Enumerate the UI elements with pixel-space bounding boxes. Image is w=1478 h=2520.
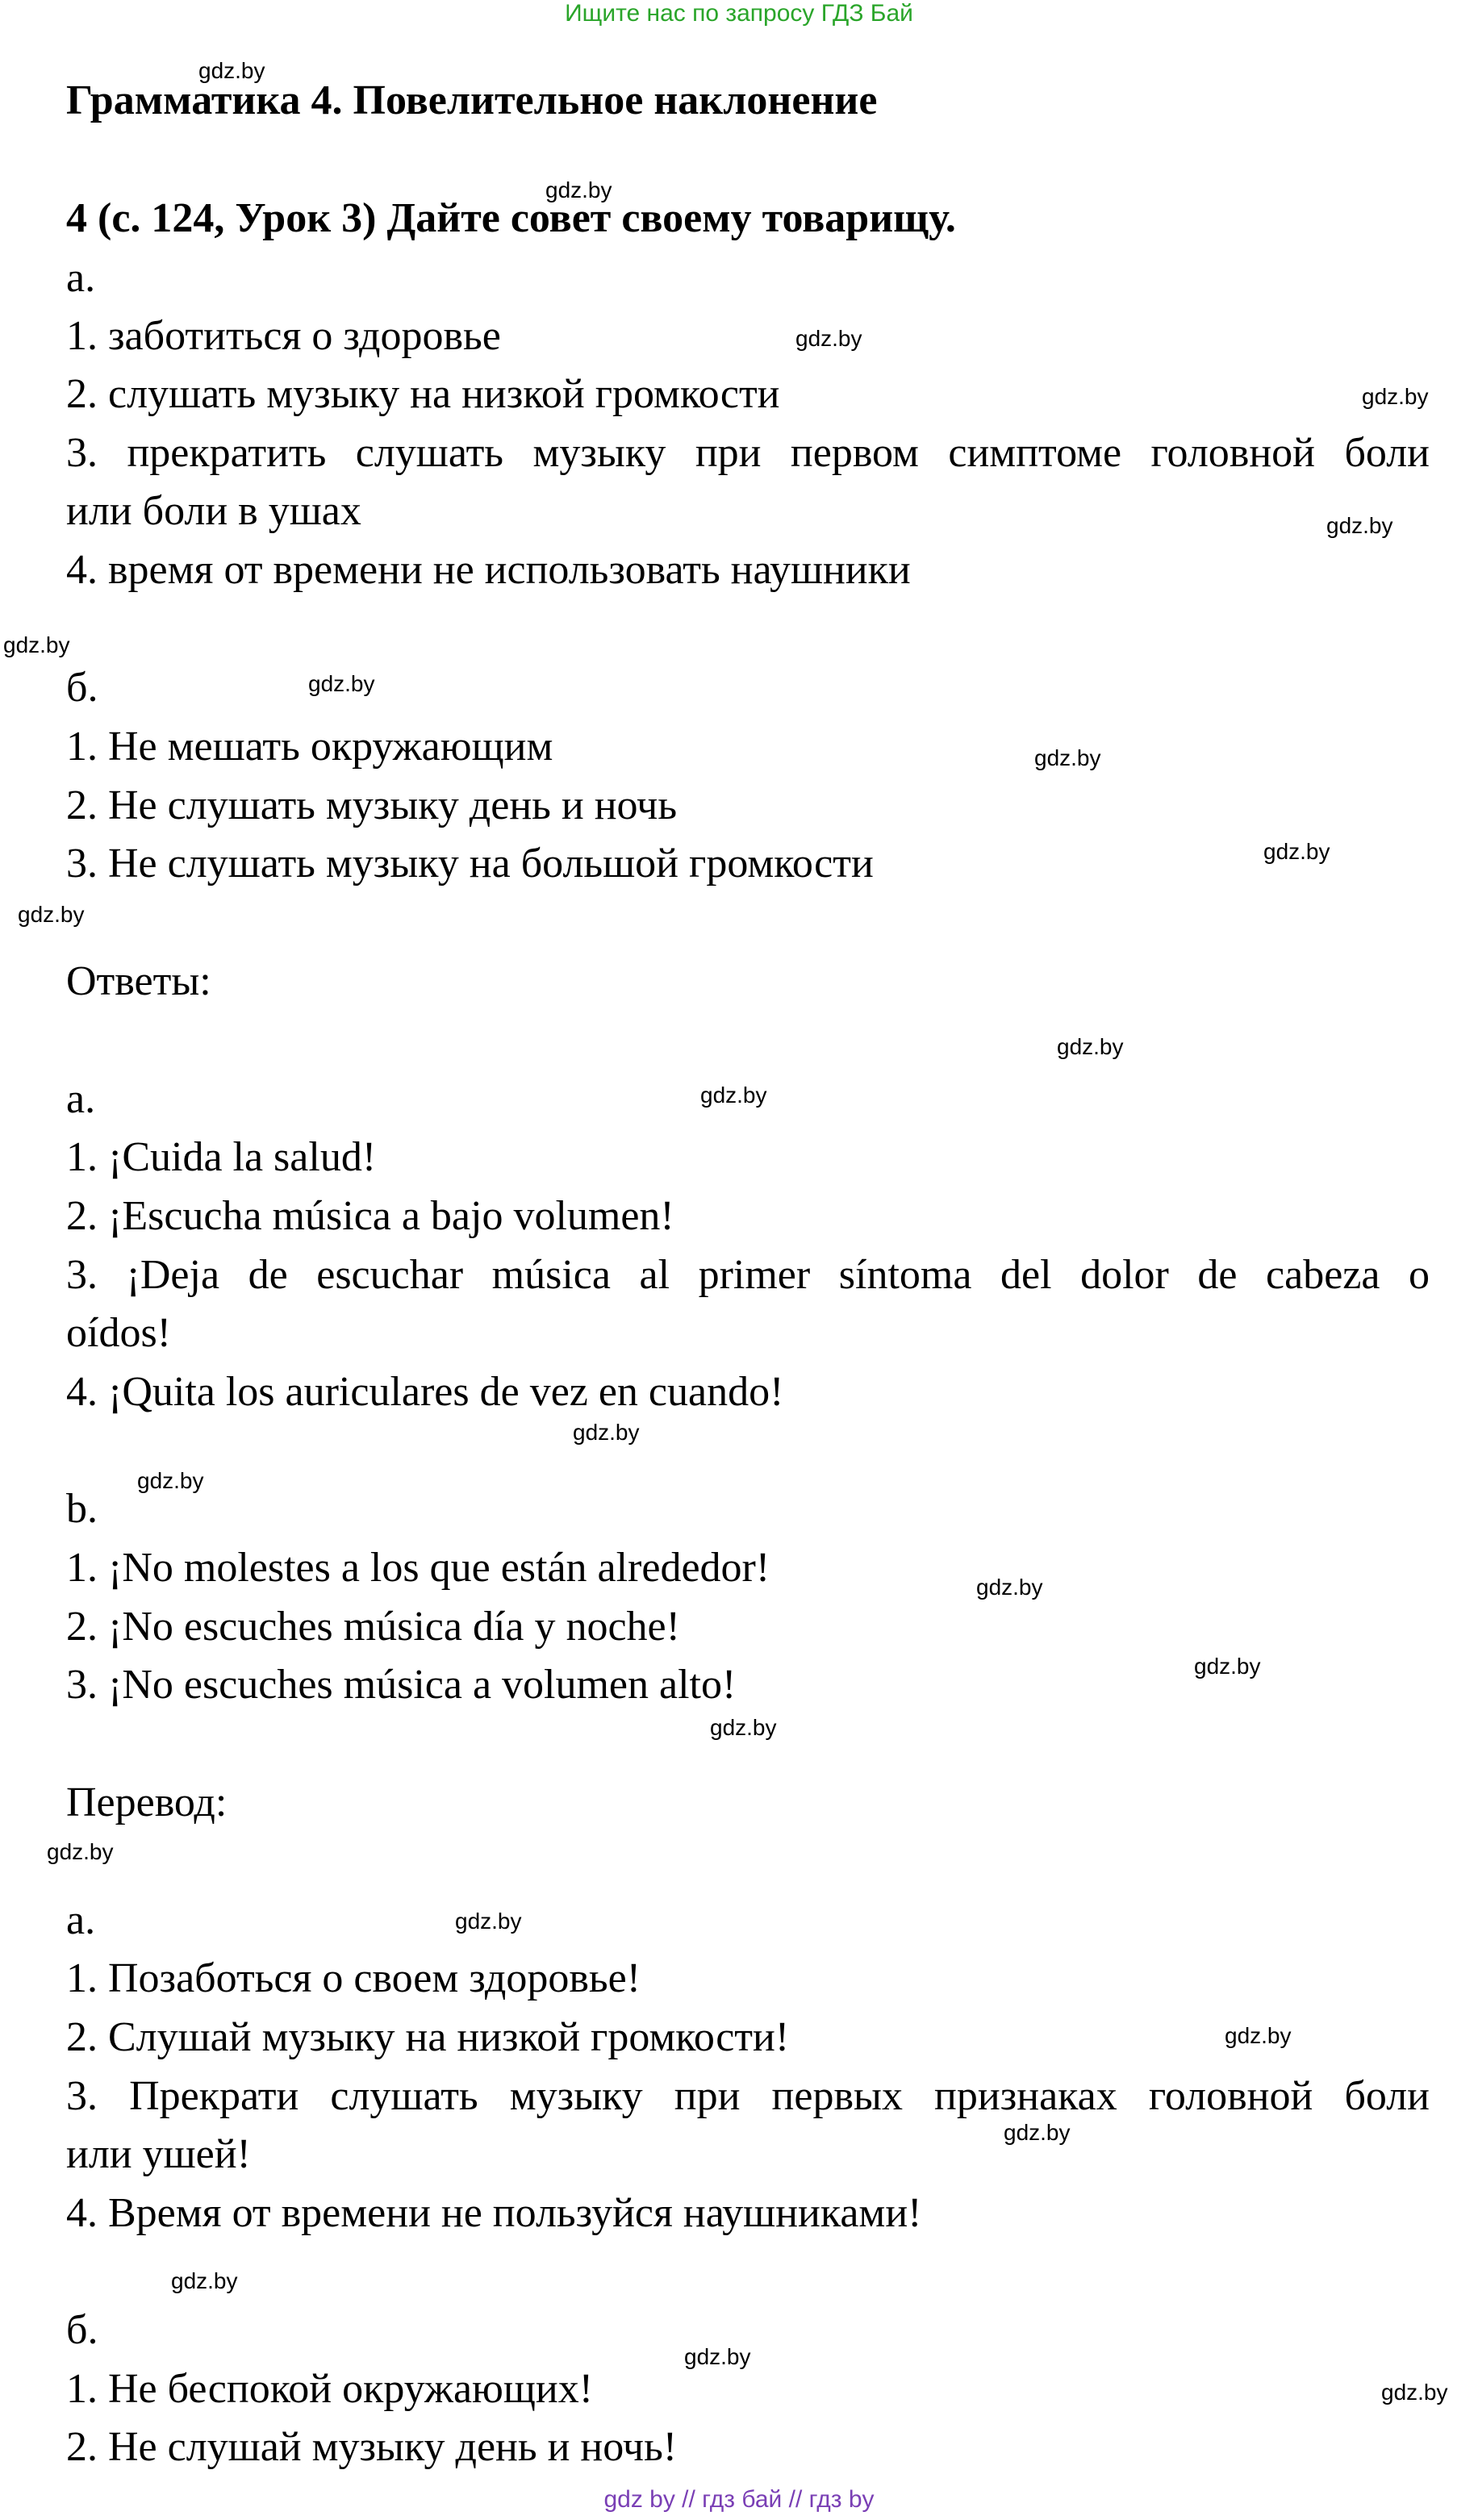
watermark: gdz.by [18, 902, 85, 927]
watermark: gdz.by [710, 1715, 777, 1740]
translation-heading: Перевод: [66, 1779, 228, 1825]
questions-a-label: а. [66, 255, 96, 301]
answer-a-item: 3. ¡Deja de escuchar música al primer síntoma del dolor de cabeza o [66, 1252, 1430, 1298]
watermark: gdz.by [684, 2344, 751, 2369]
watermark: gdz.by [308, 671, 375, 696]
question-b-item: 2. Не слушать музыку день и ночь [66, 782, 678, 828]
watermark: gdz.by [1381, 2380, 1448, 2405]
watermark: gdz.by [455, 1909, 522, 1934]
answers-heading: Ответы: [66, 958, 211, 1004]
watermark: gdz.by [171, 2268, 238, 2293]
question-a-item: 2. слушать музыку на низкой громкости [66, 371, 780, 417]
watermark: gdz.by [1034, 745, 1101, 770]
questions-b-label: б. [66, 665, 98, 711]
watermark: gdz.by [1362, 384, 1429, 409]
answer-a-item: 4. ¡Quita los auriculares de vez en cuando! [66, 1369, 784, 1415]
translation-b-item: 2. Не слушай музыку день и ночь! [66, 2424, 678, 2470]
watermark: gdz.by [700, 1083, 767, 1108]
question-a-item-continuation: или боли в ушах [66, 488, 361, 534]
answer-b-item: 1. ¡No molestes a los que están alrededor! [66, 1545, 770, 1591]
watermark: gdz.by [47, 1839, 114, 1864]
translation-b-label: б. [66, 2307, 98, 2353]
watermark: gdz.by [976, 1575, 1043, 1600]
question-a-item: 4. время от времени не использовать наушники [66, 547, 911, 593]
translation-a-item-continuation: или ушей! [66, 2131, 251, 2177]
watermark: gdz.by [1263, 839, 1330, 864]
watermark: gdz.by [545, 177, 612, 202]
watermark: gdz.by [1326, 513, 1393, 538]
translation-b-item: 1. Не беспокой окружающих! [66, 2366, 594, 2412]
bottom-banner: gdz by // гдз бай // гдз by [603, 2486, 875, 2513]
watermark: gdz.by [1194, 1654, 1261, 1679]
translation-a-item: 2. Слушай музыку на низкой громкости! [66, 2014, 790, 2060]
answer-a-item: 2. ¡Escucha música a bajo volumen! [66, 1193, 674, 1239]
question-a-item: 3. прекратить слушать музыку при первом симптоме головной боли [66, 430, 1430, 476]
answer-a-item-continuation: oídos! [66, 1310, 171, 1356]
watermark: gdz.by [1057, 1034, 1124, 1059]
answer-b-item: 2. ¡No escuches música día y noche! [66, 1604, 680, 1650]
question-b-item: 1. Не мешать окружающим [66, 724, 553, 770]
translation-a-item: 4. Время от времени не пользуйся наушниками! [66, 2190, 922, 2236]
answer-b-item: 3. ¡No escuches música a volumen alto! [66, 1662, 737, 1708]
top-banner: Ищите нас по запросу ГДЗ Бай [565, 0, 913, 27]
watermark: gdz.by [1004, 2120, 1071, 2145]
answers-b-label: b. [66, 1486, 98, 1532]
watermark: gdz.by [1225, 2023, 1292, 2048]
translation-a-item: 3. Прекрати слушать музыку при первых признаках головной боли [66, 2073, 1430, 2119]
answers-a-label: a. [66, 1076, 96, 1122]
translation-a-label: а. [66, 1897, 96, 1943]
task-heading: 4 (с. 124, Урок 3) Дайте совет своему товарищу. [66, 195, 956, 241]
watermark: gdz.by [137, 1468, 204, 1493]
watermark: gdz.by [3, 632, 70, 657]
translation-a-item: 1. Позаботься о своем здоровье! [66, 1955, 641, 2001]
watermark: gdz.by [198, 58, 265, 83]
watermark: gdz.by [795, 326, 862, 351]
question-a-item: 1. заботиться о здоровье [66, 313, 501, 359]
watermark: gdz.by [573, 1420, 640, 1445]
answer-a-item: 1. ¡Cuida la salud! [66, 1134, 377, 1180]
page-title: Грамматика 4. Повелительное наклонение [66, 77, 878, 123]
question-b-item: 3. Не слушать музыку на большой громкости [66, 841, 874, 887]
